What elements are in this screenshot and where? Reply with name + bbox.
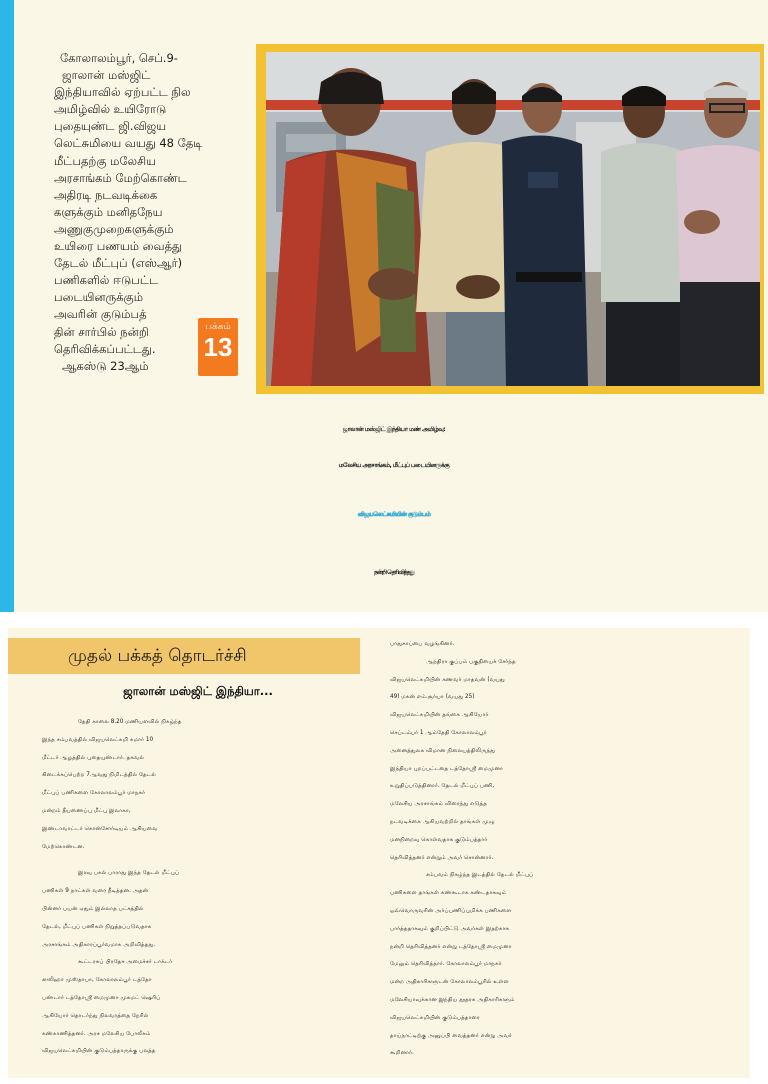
lead-line: களுக்கும் மனிதநேய: [54, 204, 163, 219]
body-line: தேடல், மீட்புப் பணிகள் நிறுத்தப்படுவதாக: [42, 923, 152, 930]
body-line: கூட்டரசுப் பிரதேச அமைச்சர் டாக்டர்: [78, 959, 173, 966]
lead-line: இந்தியாவில் ஏற்பட்ட நில: [54, 85, 191, 100]
lead-line: ஜாலான் மஸ்ஜிட்: [62, 68, 151, 83]
body-line: பாதுகாப்பை வழங்கினர்.: [390, 641, 455, 647]
body-line: தேதி காலை 8.20 மணியளவில் நிகழ்ந்த: [78, 719, 182, 725]
body-line: மனநிறைவு கொள்வதாக குடும்பத்தார்: [390, 836, 488, 843]
body-line: மீட்டர் ஆழத்தில் புதையுண்டார். தகவல்: [42, 754, 145, 761]
lead-line: தின் சார்பில் நன்றி: [54, 324, 149, 339]
lead-line: ஆகஸ்டு 23ஆம்: [62, 358, 149, 373]
body-line: நன்றி தெரிவித்தனர் என்று டத்தோஸ்ரீ மைமுனா: [390, 943, 512, 950]
body-line: ஒவ்வொருவரின் அர்ப்பணிப்புமிக்க பணிகளை: [390, 907, 512, 914]
continued-from-front-page-banner: முதல் பக்கத் தொடர்ச்சி: [8, 638, 360, 674]
lead-line: தெரிவிக்கப்பட்டது.: [54, 341, 156, 356]
body-line: விஜயலெட்சுமியின் குடும்பத்தாரை: [390, 1014, 480, 1021]
body-line: மீட்புப் பணிகளை கோலாலம்பூர் மாநகர்: [42, 790, 146, 797]
body-line: ஆந்திரா குப்பம் பகுதியைச் சேர்ந்த: [426, 658, 516, 665]
lead-line: அணுகுமுறைகளுக்கும்: [54, 221, 174, 236]
body-line: விஜயலெட்சுமியின் குடும்பத்தாருக்கு பலத்த: [42, 1048, 156, 1055]
body-line: மலேசிய அரசாங்கம் விரைந்து எடுத்த: [390, 801, 487, 808]
page-badge-number: 13: [203, 332, 233, 362]
lead-line: அதிரடி நடவடிக்கை: [54, 187, 158, 202]
kicker-line-1: ஜாலான் மஸ்ஜிட் இந்தியா மண் அமிழ்வு:: [342, 426, 446, 433]
body-line: பின்னர் பயன் ஏதும் இல்லாத பட்சத்தில்: [42, 905, 144, 912]
body-line: பார்த்ததாகவும் குறிப்பிட்டு அவர்கள் இதற்காக: [390, 925, 510, 932]
paragraph-gap: [42, 856, 392, 865]
lead-line: புதையுண்ட ஜி.விஜய: [54, 119, 167, 134]
body-line: உறுதிப்படுத்தினார். தேடல் மீட்புப் பணி,: [390, 783, 495, 790]
continuation-clipping: [8, 628, 750, 1078]
body-line: சம்பவம் நிகழ்ந்த இடத்தில் தேடல் மீட்புப்: [426, 872, 534, 879]
lead-line: அமிழ்வில் உயிரோடு: [54, 102, 167, 117]
body-line: இந்த சம்பவத்தில் விஜயலெட்சுமி சுமார் 10: [42, 736, 154, 743]
body-line: நடவடிக்கை ஆகியவற்றில் தாங்கள் முழு: [390, 818, 495, 825]
body-line: மேற்கொண்டன.: [42, 843, 85, 850]
news-photo: [266, 52, 760, 386]
lead-line: தேடல் மீட்புப் (எஸ்ஆர்): [54, 256, 183, 271]
body-line: இண்டாவாட்டர் கொன்சோர்டியம் ஆகியவை: [42, 825, 158, 832]
body-line: பண்டார் டத்தோஸ்ரீ மைமுனா முகமட் ஷெரிப்: [42, 994, 161, 1001]
body-line: இந்தியா புறப்பட்டதை டத்தோஸ்ரீ மைமுனா: [390, 765, 503, 772]
body-line: மேலும் தெரிவித்தார். கோலாலம்பூர் மாநகர்: [390, 961, 502, 968]
body-line: அரசாங்கம் அதிகாரப்பூர்வமாக அறிவித்தது.: [42, 941, 156, 948]
continuation-kicker: ஜாலான் மஸ்ஜிட் இந்தியா...: [123, 684, 273, 698]
body-column-left: [42, 714, 392, 1061]
lead-line: அவரின் குடும்பத்: [54, 307, 147, 322]
body-line: இரவு பகல் பாராது இந்த தேடல் மீட்புப்: [78, 870, 180, 877]
body-line: 49) மகன் எம்.சூர்யா (வயது 25): [390, 694, 475, 701]
body-line: ஸலிஹா முஸ்தாபா, கோலாலம்பூர் டத்தோ: [42, 977, 152, 984]
lead-line: பணிகளில் ஈடுபட்ட: [54, 273, 159, 288]
body-line: கூறினார்.: [390, 1050, 414, 1057]
lead-line: உயிரை பணயம் வைத்து: [54, 239, 183, 254]
body-line: விஜயலெட்சுமியின் கணவர் மாதவன் (வயது: [390, 676, 505, 683]
body-line: பணிகள் 9 நாட்கள் வரை நீடித்தன. அதன்: [42, 888, 149, 895]
body-line: மலேசியாவுக்கான இந்திய தூதரக அதிகாரிகளும்: [390, 996, 515, 1003]
accent-bar: [0, 0, 14, 612]
lead-line: லெட்சுமியை வயது 48 தேடி: [54, 136, 203, 151]
lead-line: அரசாங்கம் மேற்கொண்ட: [54, 170, 187, 185]
lead-line: கோலாலம்பூர், செப்.9-: [60, 51, 178, 65]
body-line: அனைத்துலக விமான நிலையத்திலிருந்து: [390, 747, 496, 754]
body-line: கண்காணித்தனர். அரச மலேசிய போலீசும்: [42, 1030, 151, 1037]
body-line: தாய்நாட்டிற்கு அனுப்பி வைத்தனர் என்று அவர்: [390, 1032, 512, 1039]
lead-line: படையினருக்கும்: [54, 290, 143, 305]
body-line: தெரிவித்தனர் என்றும் அவர் சொன்னார்.: [390, 854, 494, 861]
body-column-right: [390, 636, 746, 1063]
page-reference-badge: [198, 318, 238, 376]
body-line: பணிகளை தாங்கள் கண்கூடாக கண்டதாகவும்: [390, 890, 507, 897]
lead-line: மீட்பதற்கு மலேசிய: [54, 153, 156, 168]
page-badge-label: பக்கம்: [205, 322, 231, 332]
headline-main-cyan: விஜயலெட்சுமியின் குடும்பம்: [357, 511, 431, 518]
body-line: விஜயலெட்சுமியின் தங்கை ஆகியோர்: [390, 712, 489, 719]
body-line: ஆகியோர் தொடர்ந்து நிலவரத்தை நேரில்: [42, 1012, 149, 1019]
headline-main-black: நன்றி தெரிவித்தது: [374, 569, 414, 576]
body-line: செப்டம்பர் 1 ஆம்தேதி கோலாலம்பூர்: [390, 729, 487, 736]
body-line: மன்ற அதிகாரிகளுடன் கோலாலம்பூரில் உள்ள: [390, 979, 509, 986]
photo-illustration: [266, 52, 760, 386]
kicker-line-2: மலேசிய அரசாங்கம், மீட்புப் படையினருக்கு: [338, 462, 450, 469]
body-line: கிடைக்கப்பெற்ற 7ஆவது நிமிடத்தில் தேடல்: [42, 772, 156, 779]
headline-block: [20, 412, 768, 606]
body-line: மன்றம் தீயணைப்பு மீட்பு இலாகா,: [42, 807, 131, 814]
